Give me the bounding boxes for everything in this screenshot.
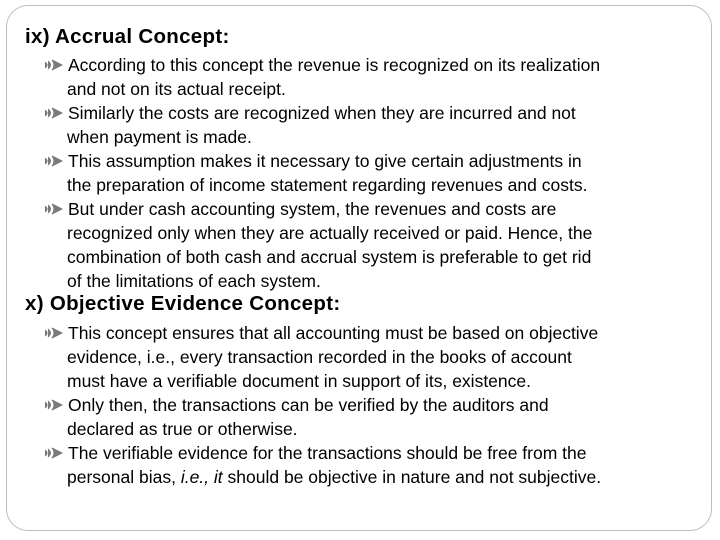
bullet-text-line: Only then, the transactions can be verified by the auditors and <box>68 395 549 415</box>
bullet-text-line: According to this concept the revenue is recognized on its realization <box>68 55 601 75</box>
bullet-text-segment: should be objective in nature and not subjective. <box>222 467 602 487</box>
list-item <box>44 149 704 197</box>
bullet-text-line: recognized only when they are actually received or paid. Hence, the <box>67 223 593 243</box>
list-item <box>44 321 704 393</box>
bullet-text-line: combination of both cash and accrual system is preferable to get rid <box>67 247 592 267</box>
bullet-text-line: and not on its actual receipt. <box>67 79 286 99</box>
bullet-text-line: declared as true or otherwise. <box>67 419 298 439</box>
accrual-concept-bullet-list <box>44 53 704 293</box>
bullet-text-segment: personal bias, <box>67 467 181 487</box>
bullet-text-line: when payment is made. <box>67 127 252 147</box>
ornate-arrow-bullet-icon <box>44 203 64 215</box>
bullet-text-line: This concept ensures that all accounting must be based on objective <box>68 323 599 343</box>
bullet-text-line: Similarly the costs are recognized when they are incurred and not <box>68 103 576 123</box>
bullet-text-line: This assumption makes it necessary to give certain adjustments in <box>68 151 582 171</box>
ornate-arrow-bullet-icon <box>44 399 64 411</box>
ornate-arrow-bullet-icon <box>44 59 64 71</box>
ornate-arrow-bullet-icon <box>44 327 64 339</box>
section-heading-objective-evidence-concept: x) Objective Evidence Concept: <box>25 292 341 315</box>
section-heading-accrual-concept: ix) Accrual Concept: <box>25 25 230 48</box>
list-item <box>44 197 704 293</box>
bullet-text-line: But under cash accounting system, the revenues and costs are <box>68 199 557 219</box>
bullet-text-italic-segment: i.e., it <box>180 467 223 487</box>
ornate-arrow-bullet-icon <box>44 447 64 459</box>
list-item <box>44 441 704 489</box>
bullet-text-line-mixed <box>67 465 704 489</box>
bullet-text-line: of the limitations of each system. <box>67 271 321 291</box>
list-item <box>44 53 704 101</box>
bullet-text-line: evidence, i.e., every transaction recorded in the books of account <box>67 347 572 367</box>
bullet-text-line: The verifiable evidence for the transactions should be free from the <box>68 443 587 463</box>
bullet-text-line: the preparation of income statement regarding revenues and costs. <box>67 175 588 195</box>
ornate-arrow-bullet-icon <box>44 107 64 119</box>
list-item <box>44 101 704 149</box>
objective-evidence-bullet-list <box>44 321 704 489</box>
list-item <box>44 393 704 441</box>
ornate-arrow-bullet-icon <box>44 155 64 167</box>
bullet-text-line: must have a verifiable document in support of its, existence. <box>67 371 531 391</box>
